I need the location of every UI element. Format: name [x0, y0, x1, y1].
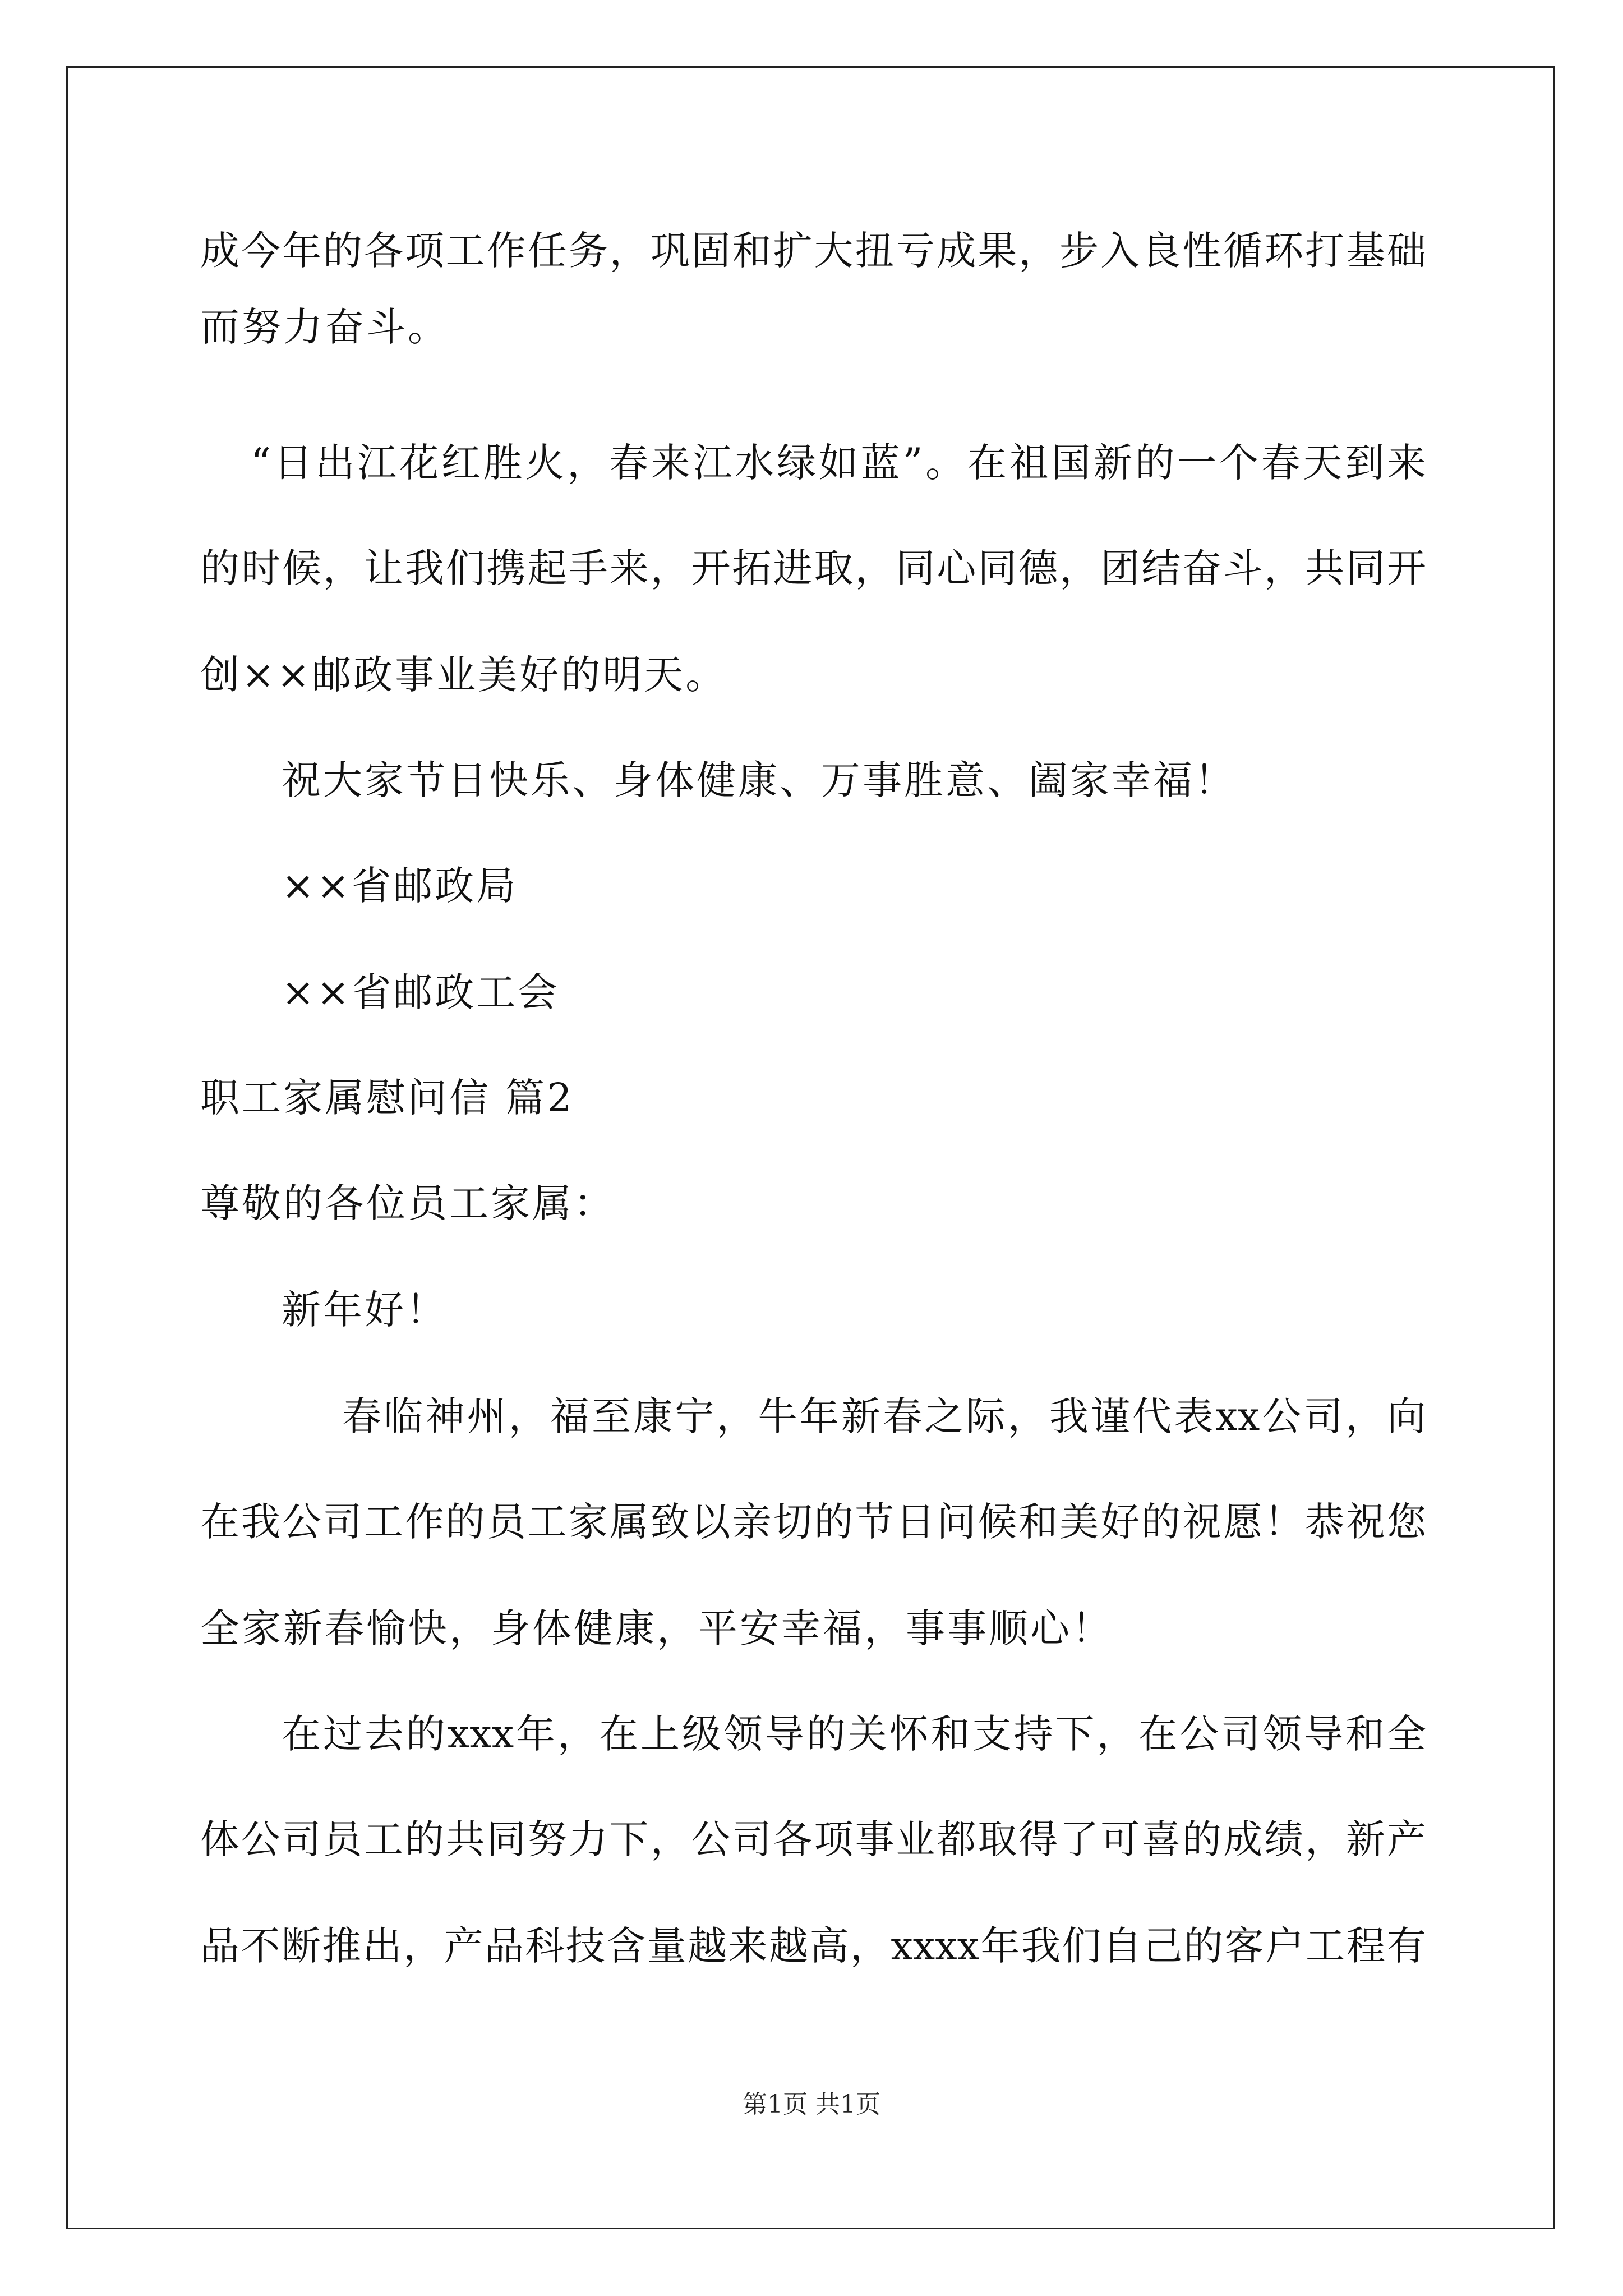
paragraph-line: 而努力奋斗。: [200, 304, 449, 350]
paragraph-line: 体公司员工的共同努力下，公司各项事业都取得了可喜的成绩，新产: [200, 1816, 1426, 1862]
signature-line: ××省邮政局: [282, 863, 518, 909]
paragraph-line: “日出江花红胜火，春来江水绿如蓝”。在祖国新的一个春天到来: [251, 440, 1426, 486]
paragraph-line: 全家新春愉快，身体健康，平安幸福，事事顺心！: [200, 1605, 1113, 1651]
paragraph-line: 的时候，让我们携起手来，开拓进取，同心同德，团结奋斗，共同开: [200, 545, 1426, 591]
paragraph-line: 成今年的各项工作任务，巩固和扩大扭亏成果，步入良性循环打基础: [200, 228, 1426, 274]
page-border: [66, 66, 1555, 2229]
paragraph-line: 祝大家节日快乐、身体健康、万事胜意、阖家幸福！: [282, 757, 1236, 803]
greeting: 新年好！: [282, 1287, 448, 1333]
page-number-footer: 第1页 共1页: [743, 2090, 880, 2119]
signature-line: ××省邮政工会: [282, 969, 560, 1015]
paragraph-line: 在我公司工作的员工家属致以亲切的节日问候和美好的祝愿！恭祝您: [200, 1499, 1426, 1545]
paragraph-line: 在过去的xxx年，在上级领导的关怀和支持下，在公司领导和全: [282, 1711, 1426, 1757]
section-title: 职工家属慰问信 篇2: [200, 1075, 574, 1121]
paragraph-line: 创××邮政事业美好的明天。: [200, 652, 727, 698]
paragraph-line: 品不断推出，产品科技含量越来越高，xxxx年我们自己的客户工程有: [200, 1923, 1426, 1969]
salutation: 尊敬的各位员工家属：: [200, 1180, 615, 1226]
paragraph-line: 春临神州，福至康宁，牛年新春之际，我谨代表xx公司，向: [342, 1393, 1426, 1439]
